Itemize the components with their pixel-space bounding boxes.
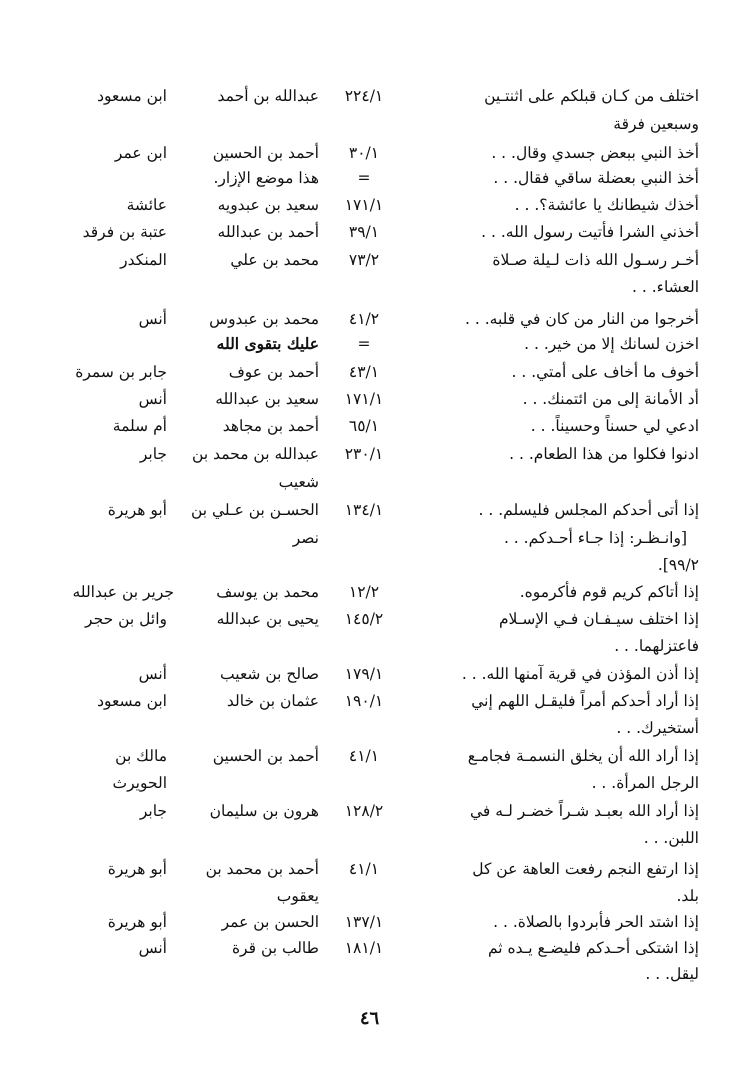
index-row (0, 689, 739, 719)
companion-name: المنكدر (120, 251, 167, 269)
narrator-name: محمد بن يوسف (216, 583, 319, 601)
index-row (0, 332, 739, 362)
volume-page-ref: ٤١/١ (348, 860, 380, 878)
volume-page-ref: ١٣٤/١ (344, 501, 384, 519)
volume-page-ref: ١٣٧/١ (344, 913, 384, 931)
hadith-text: إذا اشتد الحر فأبردوا بالصلاة. . . (493, 913, 699, 931)
hadith-text: أخذك شيطانك يا عائشة؟. . . (514, 196, 699, 214)
hadith-text: إذا أتاكم كريم قوم فأكرموه. (519, 583, 699, 601)
companion-name: جابر (139, 445, 167, 463)
narrator-name: يحيى بن عبدالله (216, 610, 319, 628)
hadith-continuation: أستخيرك. . . (616, 719, 699, 737)
volume-page-ref: ١٧١/١ (344, 390, 384, 408)
index-row (0, 360, 739, 390)
narrator-name: عبدالله بن أحمد (217, 87, 319, 105)
hadith-continuation: وسبعين فرقة (613, 115, 699, 133)
volume-page-ref: ١٢/٢ (348, 583, 380, 601)
hadith-continuation: العشاء. . . (632, 278, 699, 296)
cross-reference-note: [وانـظـر: إذا جـاء أحـدكم. . . (503, 529, 687, 547)
hadith-text: إذا ارتفع النجم رفعت العاهة عن كل (472, 860, 699, 878)
index-row (0, 387, 739, 417)
narrator-name: أحمد بن الحسين (212, 747, 319, 765)
companion-name: جابر (139, 802, 167, 820)
narrator-name: الحسن بن عمر (221, 913, 319, 931)
narrator-name: محمد بن عبدوس (209, 310, 319, 328)
index-row (0, 936, 739, 966)
volume-page-ref: ١٨١/١ (344, 939, 384, 957)
hadith-text: إذا أراد الله بعبـد شـراً خضـر لـه في (469, 802, 699, 820)
companion-name: ابن مسعود (97, 87, 167, 105)
volume-page-ref: ٣٠/١ (348, 144, 380, 162)
index-row (0, 442, 739, 472)
hadith-text: إذا اشتكى أحـدكم فليضـع يـده ثم (487, 939, 699, 957)
companion-name: عتبة بن فرقد (82, 223, 167, 241)
narrator-name: أحمد بن عبدالله (217, 223, 319, 241)
companion-continuation: الحويرث (112, 774, 167, 792)
index-row (0, 166, 739, 196)
narrator-name: هرون بن سليمان (209, 802, 319, 820)
index-row (0, 220, 739, 250)
index-row (0, 498, 739, 528)
hadith-text: أخـر رسـول الله ذات لـيلة صـلاة (492, 251, 699, 269)
narrator-continuation: يعقوب (276, 887, 319, 905)
page-number: ٤٦ (359, 1008, 380, 1029)
index-row (0, 193, 739, 223)
companion-name: أبو هريرة (107, 913, 167, 931)
index-row (0, 799, 739, 829)
index-row (0, 744, 739, 774)
companion-name: ابن عمر (114, 144, 167, 162)
volume-page-ref: ٤٣/١ (348, 363, 380, 381)
hadith-text: إذا أراد الله أن يخلق النسمـة فجامـع (467, 747, 699, 765)
narrator-name: صالح بن شعيب (220, 665, 319, 683)
companion-name: أبو هريرة (107, 860, 167, 878)
index-row (0, 857, 739, 887)
hadith-text: أخرجوا من النار من كان في قلبه. . . (465, 310, 699, 328)
hadith-text: أخذ النبي ببعض جسدي وقال. . . (491, 144, 699, 162)
narrator-name: طالب بن قرة (231, 939, 319, 957)
hadith-text: إذا أراد أحدكم أمراً فليقـل اللهم إني (471, 692, 699, 710)
companion-name: أم سلمة (112, 417, 167, 435)
companion-name: أنس (138, 310, 167, 328)
companion-name: ابن مسعود (97, 692, 167, 710)
volume-page-ref: ٢٣٠/١ (344, 445, 384, 463)
index-row (0, 607, 739, 637)
volume-page-ref: ١٩٠/١ (344, 692, 384, 710)
hadith-text: ادعي لي حسناً وحسيناً. . . (530, 417, 699, 435)
narrator-continuation: شعيب (278, 473, 319, 491)
volume-page-ref: ٤١/١ (348, 747, 380, 765)
narrator-name: محمد بن علي (230, 251, 319, 269)
index-row (0, 580, 739, 610)
index-row (0, 248, 739, 278)
cross-reference-note: ٩٩/٢]. (657, 556, 699, 574)
hadith-text: ادنوا فكلوا من هذا الطعام. . . (509, 445, 699, 463)
volume-page-ref: ١٢٨/٢ (344, 802, 384, 820)
narrator-name: عبدالله بن محمد بن (192, 445, 319, 463)
volume-page-ref: ٤١/٢ (348, 310, 380, 328)
hadith-text: إذا اختلف سيـفـان فـي الإسـلام (498, 610, 699, 628)
narrator-name: أحمد بن مجاهد (222, 417, 319, 435)
companion-name: عائشة (126, 196, 167, 214)
hadith-text: أخذني الشرا فأتيت رسول الله. . . (481, 223, 699, 241)
hadith-text: أخوف ما أخاف على أمتي. . . (511, 363, 699, 381)
volume-page-ref: ٣٩/١ (348, 223, 380, 241)
hadith-text: اختلف من كـان قبلكم على اثنتـين (484, 87, 699, 105)
companion-name: مالك بن (115, 747, 167, 765)
hadith-continuation: اللبن. . . (643, 829, 699, 847)
hadith-text: إذا أتى أحدكم المجلس فليسلم. . . (478, 501, 699, 519)
hadith-text: إذا أذن المؤذن في قرية آمنها الله. . . (461, 665, 699, 683)
hadith-text: اخزن لسانك إلا من خير. . . (524, 335, 699, 353)
narrator-name: أحمد بن محمد بن (205, 860, 319, 878)
narrator-name: سعيد بن عبدالله (215, 390, 319, 408)
narrator-name: أحمد بن عوف (228, 363, 319, 381)
companion-name: أنس (138, 939, 167, 957)
narrator-name: أحمد بن الحسين (212, 144, 319, 162)
companion-name: أبو هريرة (107, 501, 167, 519)
ditto-mark: = (357, 335, 371, 353)
volume-page-ref: ١٤٥/٢ (344, 610, 384, 628)
companion-name: أنس (138, 390, 167, 408)
index-row (0, 662, 739, 692)
narrator-name: الحسـن بن عـلي بن (190, 501, 319, 519)
index-row (0, 84, 739, 114)
hadith-note: عليك بتقوى الله (216, 334, 319, 353)
hadith-continuation: فاعتزلهما. . . (614, 637, 699, 655)
hadith-text: أخذ النبي بعضلة ساقي فقال. . . (493, 169, 699, 187)
volume-page-ref: ٧٣/٢ (348, 251, 380, 269)
companion-name: جابر بن سمرة (75, 363, 167, 381)
companion-name: أنس (138, 665, 167, 683)
companion-name: وائل بن حجر (85, 610, 167, 628)
hadith-continuation: ليقل. . . (645, 965, 699, 983)
hadith-continuation: الرجل المرأة. . . (591, 774, 699, 792)
companion-name: جرير بن عبدالله (72, 583, 174, 601)
narrator-continuation: نصر (292, 529, 319, 547)
hadith-note: هذا موضع الإزار. (213, 169, 319, 187)
narrator-name: سعيد بن عبدويه (217, 196, 319, 214)
volume-page-ref: ٦٥/١ (348, 417, 380, 435)
index-row (0, 414, 739, 444)
narrator-name: عثمان بن خالد (226, 692, 319, 710)
hadith-continuation: بلد. (676, 887, 699, 905)
ditto-mark: = (357, 169, 371, 187)
volume-page-ref: ١٧٩/١ (344, 665, 384, 683)
volume-page-ref: ١٧١/١ (344, 196, 384, 214)
volume-page-ref: ٢٢٤/١ (344, 87, 384, 105)
hadith-text: أد الأمانة إلى من ائتمنك. . . (522, 390, 699, 408)
